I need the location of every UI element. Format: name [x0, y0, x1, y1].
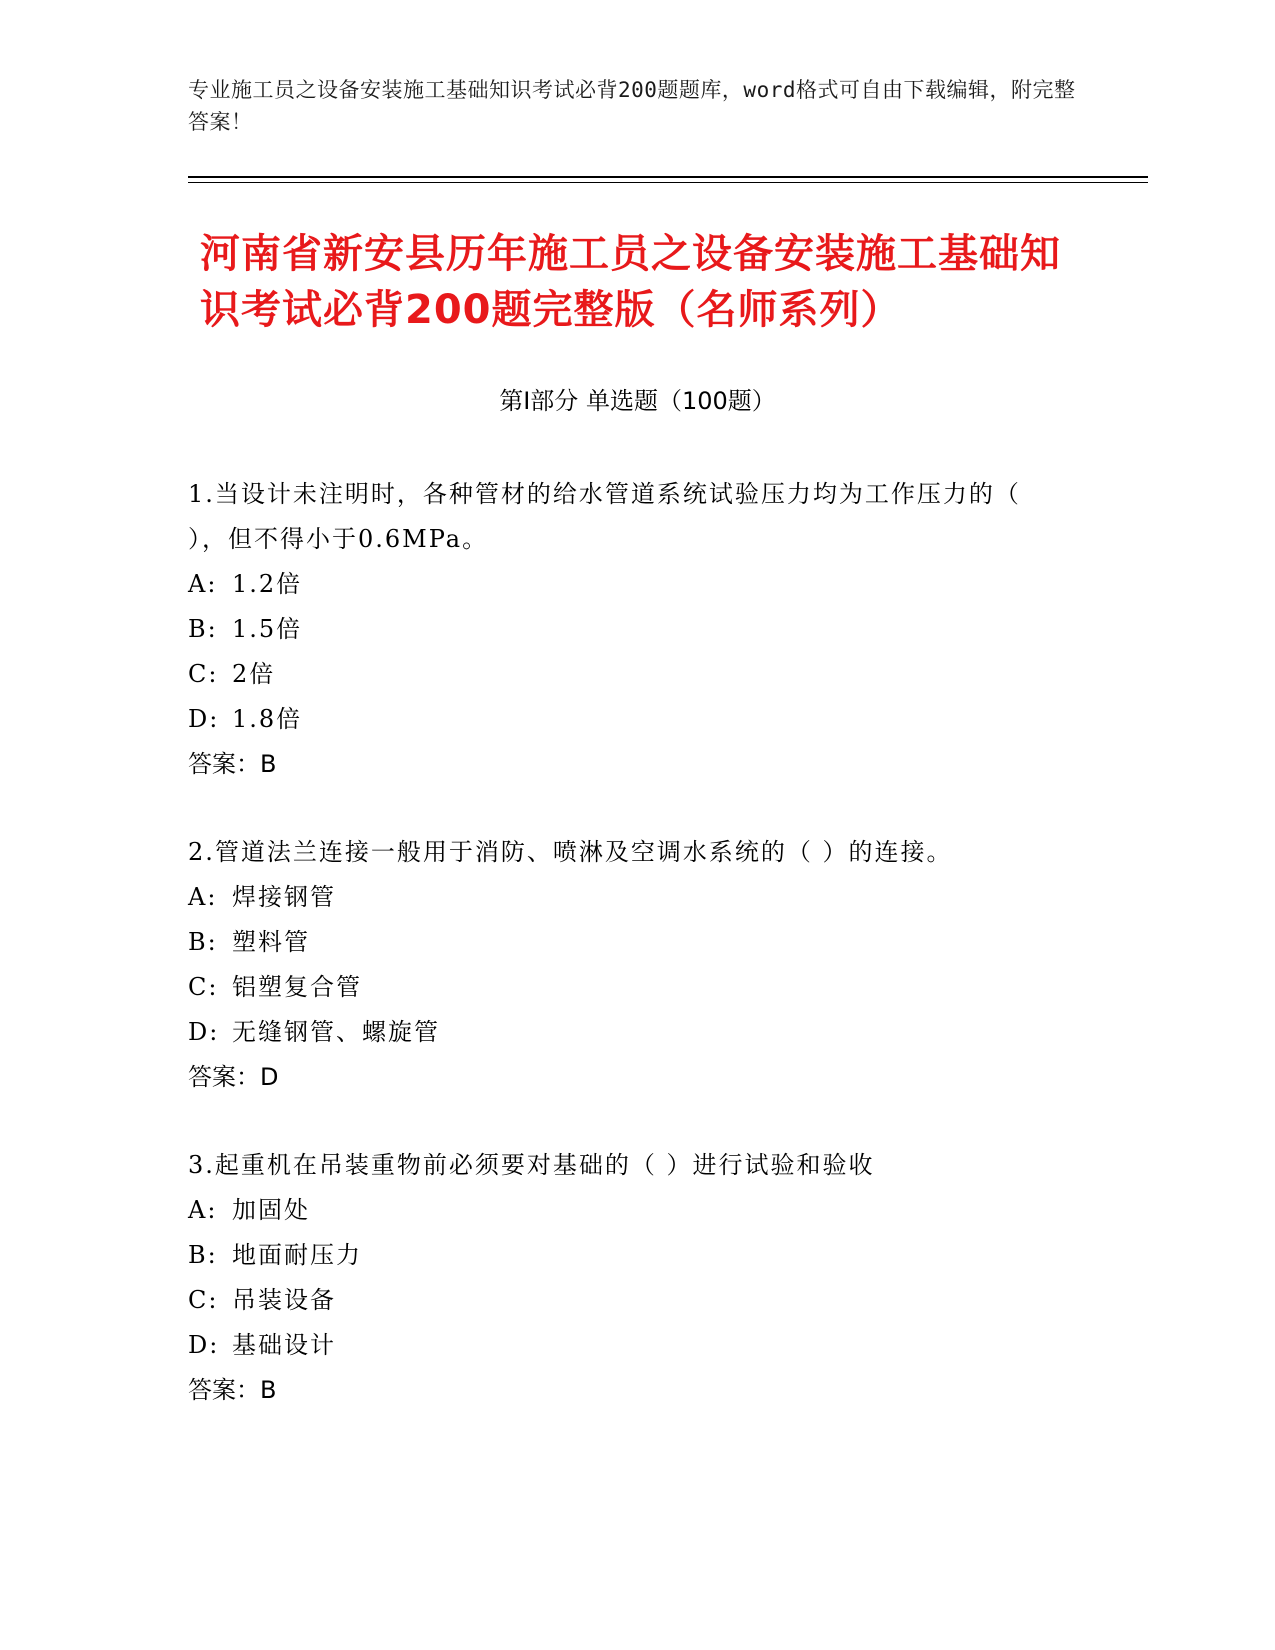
question-option: [188, 607, 1068, 652]
option-text: 1.8倍: [232, 705, 303, 733]
option-text: 基础设计: [232, 1331, 336, 1359]
option-text: 加固处: [232, 1196, 310, 1224]
question-option: [188, 1010, 1068, 1055]
question-option: [188, 652, 1068, 697]
option-letter: A:: [188, 570, 218, 598]
question-option: [188, 697, 1068, 742]
question-option: [188, 1278, 1068, 1323]
option-letter: A:: [188, 883, 218, 911]
section-heading: 第Ⅰ部分 单选题（100题）: [499, 387, 776, 415]
header-divider-thick: [188, 176, 1148, 178]
question-option: [188, 965, 1068, 1010]
option-text: 2倍: [232, 660, 276, 688]
question-answer: 答案：B: [188, 750, 277, 778]
document-title: 河南省新安县历年施工员之设备安装施工基础知识考试必背200题完整版（名师系列）: [200, 231, 1061, 333]
option-letter: B:: [188, 615, 218, 643]
option-letter: C:: [188, 973, 219, 1001]
option-letter: D:: [188, 705, 220, 733]
option-letter: D:: [188, 1331, 220, 1359]
option-text: 1.5倍: [232, 615, 303, 643]
option-text: 铝塑复合管: [232, 973, 362, 1001]
option-text: 无缝钢管、螺旋管: [232, 1018, 440, 1046]
option-text: 1.2倍: [232, 570, 303, 598]
option-letter: B:: [188, 928, 218, 956]
option-text: 塑料管: [232, 928, 310, 956]
option-text: 焊接钢管: [232, 883, 336, 911]
header-divider-thin: [188, 182, 1148, 183]
question-item: [188, 472, 1068, 787]
option-letter: B:: [188, 1241, 218, 1269]
header-note: 专业施工员之设备安装施工基础知识考试必背200题题库，word格式可自由下载编辑，附完整答案！: [188, 78, 1076, 134]
question-option: [188, 875, 1068, 920]
question-list: [188, 472, 1068, 1456]
question-option: [188, 920, 1068, 965]
question-stem: 2.管道法兰连接一般用于消防、喷淋及空调水系统的（ ）的连接。: [188, 838, 953, 866]
question-answer: 答案：B: [188, 1376, 277, 1404]
option-letter: C:: [188, 1286, 219, 1314]
question-option: [188, 1323, 1068, 1368]
question-option: [188, 1233, 1068, 1278]
question-option: [188, 562, 1068, 607]
option-letter: A:: [188, 1196, 218, 1224]
question-option: [188, 1188, 1068, 1233]
option-letter: D:: [188, 1018, 220, 1046]
option-text: 地面耐压力: [232, 1241, 362, 1269]
option-text: 吊装设备: [232, 1286, 336, 1314]
question-stem: 1.当设计未注明时，各种管材的给水管道系统试验压力均为工作压力的（ ），但不得小于0.6MPa。: [188, 480, 1021, 553]
option-letter: C:: [188, 660, 219, 688]
question-answer: 答案：D: [188, 1063, 279, 1091]
question-item: [188, 1143, 1068, 1413]
question-stem: 3.起重机在吊装重物前必须要对基础的（ ）进行试验和验收: [188, 1151, 875, 1179]
question-item: [188, 830, 1068, 1100]
